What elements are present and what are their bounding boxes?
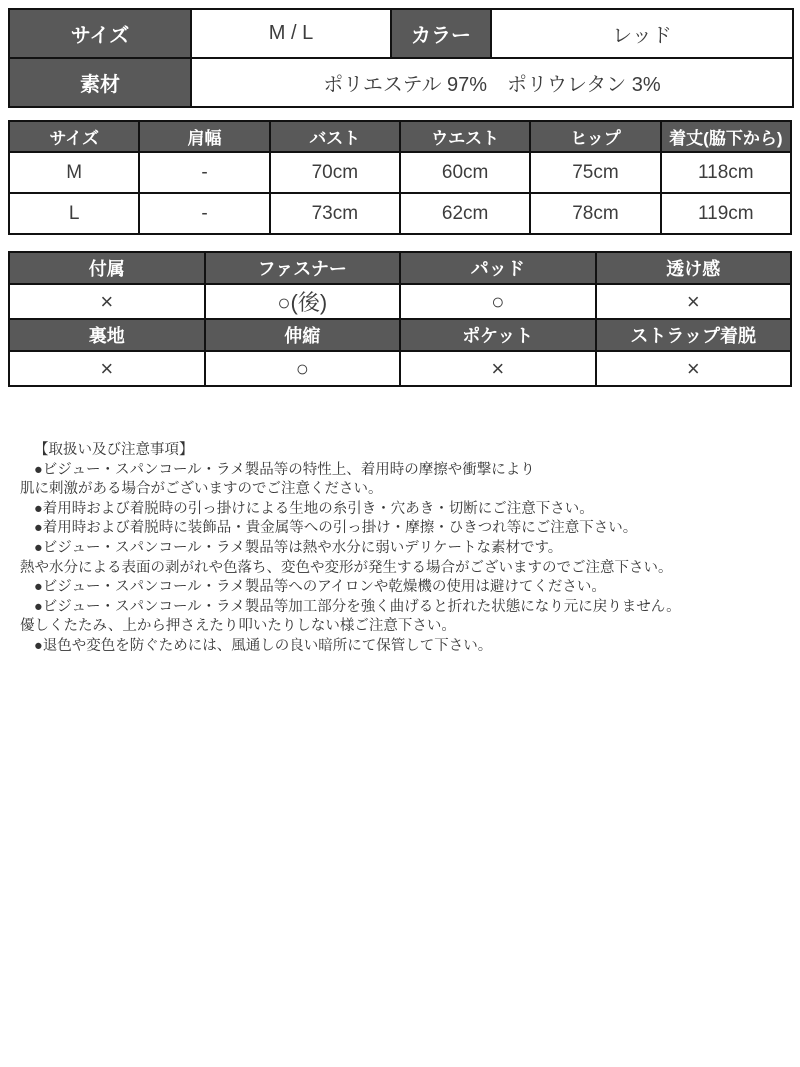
- spec-size-value: M / L: [191, 9, 391, 58]
- measurements-header-shoulder: 肩幅: [139, 121, 269, 152]
- features-value-row-2: [9, 351, 791, 386]
- feature-header-sheerness: 透け感: [596, 252, 792, 284]
- measurements-header-size: サイズ: [9, 121, 139, 152]
- measurements-header-row: [9, 121, 791, 152]
- note-line: 肌に刺激がある場合がございますのでご注意ください。: [20, 481, 383, 498]
- measurement-shoulder: -: [139, 193, 269, 234]
- feature-value-lining: ×: [9, 351, 205, 386]
- spec-color-value: レッド: [491, 9, 793, 58]
- measurement-hip: 78cm: [530, 193, 660, 234]
- measurement-length: 118cm: [661, 152, 791, 193]
- spec-size-label: サイズ: [9, 9, 191, 58]
- note-line: ●退色や変色を防ぐためには、風通しの良い暗所にて保管して下さい。: [34, 637, 493, 654]
- care-notes-title: 【取扱い及び注意事項】: [34, 442, 194, 458]
- note-line: 熱や水分による表面の剥がれや色落ち、変色や変形が発生する場合がございますのでご注意下さい。: [20, 559, 673, 576]
- feature-header-strap-detach: ストラップ着脱: [596, 319, 792, 351]
- feature-header-fastener: ファスナー: [205, 252, 401, 284]
- note-line: ●ビジュー・スパンコール・ラメ製品等の特性上、着用時の摩擦や衝撃により: [34, 461, 535, 478]
- features-table: [8, 251, 792, 387]
- measurement-size: L: [9, 193, 139, 234]
- measurement-bust: 70cm: [270, 152, 400, 193]
- note-line: 優しくたたみ、上から押さえたり叩いたりしない様ご注意下さい。: [20, 618, 456, 635]
- features-header-row-2: [9, 319, 791, 351]
- measurement-hip: 75cm: [530, 152, 660, 193]
- spec-row-material: [9, 58, 793, 107]
- note-line: ●ビジュー・スパンコール・ラメ製品等加工部分を強く曲げると折れた状態になり元に戻りません。: [34, 598, 681, 615]
- spec-material-value: ポリエステル 97% ポリウレタン 3%: [191, 58, 793, 107]
- feature-value-attachments: ×: [9, 284, 205, 319]
- measurement-size: M: [9, 152, 139, 193]
- feature-value-pad: ○: [400, 284, 596, 319]
- feature-value-stretch: ○: [205, 351, 401, 386]
- measurement-waist: 60cm: [400, 152, 530, 193]
- note-line: ●着用時および着脱時に装飾品・貴金属等への引っ掛け・摩擦・ひきつれ等にご注意下さい。: [34, 520, 638, 537]
- note-line: ●着用時および着脱時の引っ掛けによる生地の糸引き・穴あき・切断にご注意下さい。: [34, 500, 594, 517]
- measurements-table: [8, 120, 792, 235]
- measurement-waist: 62cm: [400, 193, 530, 234]
- feature-header-stretch: 伸縮: [205, 319, 401, 351]
- feature-header-lining: 裏地: [9, 319, 205, 351]
- measurement-length: 119cm: [661, 193, 791, 234]
- spec-color-label: カラー: [391, 9, 491, 58]
- measurement-shoulder: -: [139, 152, 269, 193]
- feature-value-sheerness: ×: [596, 284, 792, 319]
- feature-value-pocket: ×: [400, 351, 596, 386]
- measurements-header-bust: バスト: [270, 121, 400, 152]
- spec-material-label: 素材: [9, 58, 191, 107]
- spec-table: [8, 8, 794, 108]
- features-header-row-1: [9, 252, 791, 284]
- note-line: ●ビジュー・スパンコール・ラメ製品等へのアイロンや乾燥機の使用は避けてください。: [34, 579, 606, 596]
- feature-header-attachments: 付属: [9, 252, 205, 284]
- measurements-header-hip: ヒップ: [530, 121, 660, 152]
- features-value-row-1: [9, 284, 791, 319]
- measurements-header-waist: ウエスト: [400, 121, 530, 152]
- spec-row-size-color: [9, 9, 793, 58]
- feature-header-pocket: ポケット: [400, 319, 596, 351]
- note-line: ●ビジュー・スパンコール・ラメ製品等は熱や水分に弱いデリケートな素材です。: [34, 539, 563, 556]
- measurement-bust: 73cm: [270, 193, 400, 234]
- care-notes: [0, 441, 792, 657]
- measurements-row-l: [9, 193, 791, 234]
- feature-header-pad: パッド: [400, 252, 596, 284]
- measurements-header-length: 着丈(脇下から): [661, 121, 791, 152]
- measurements-row-m: [9, 152, 791, 193]
- feature-value-fastener: ○(後): [205, 284, 401, 319]
- feature-value-strap-detach: ×: [596, 351, 792, 386]
